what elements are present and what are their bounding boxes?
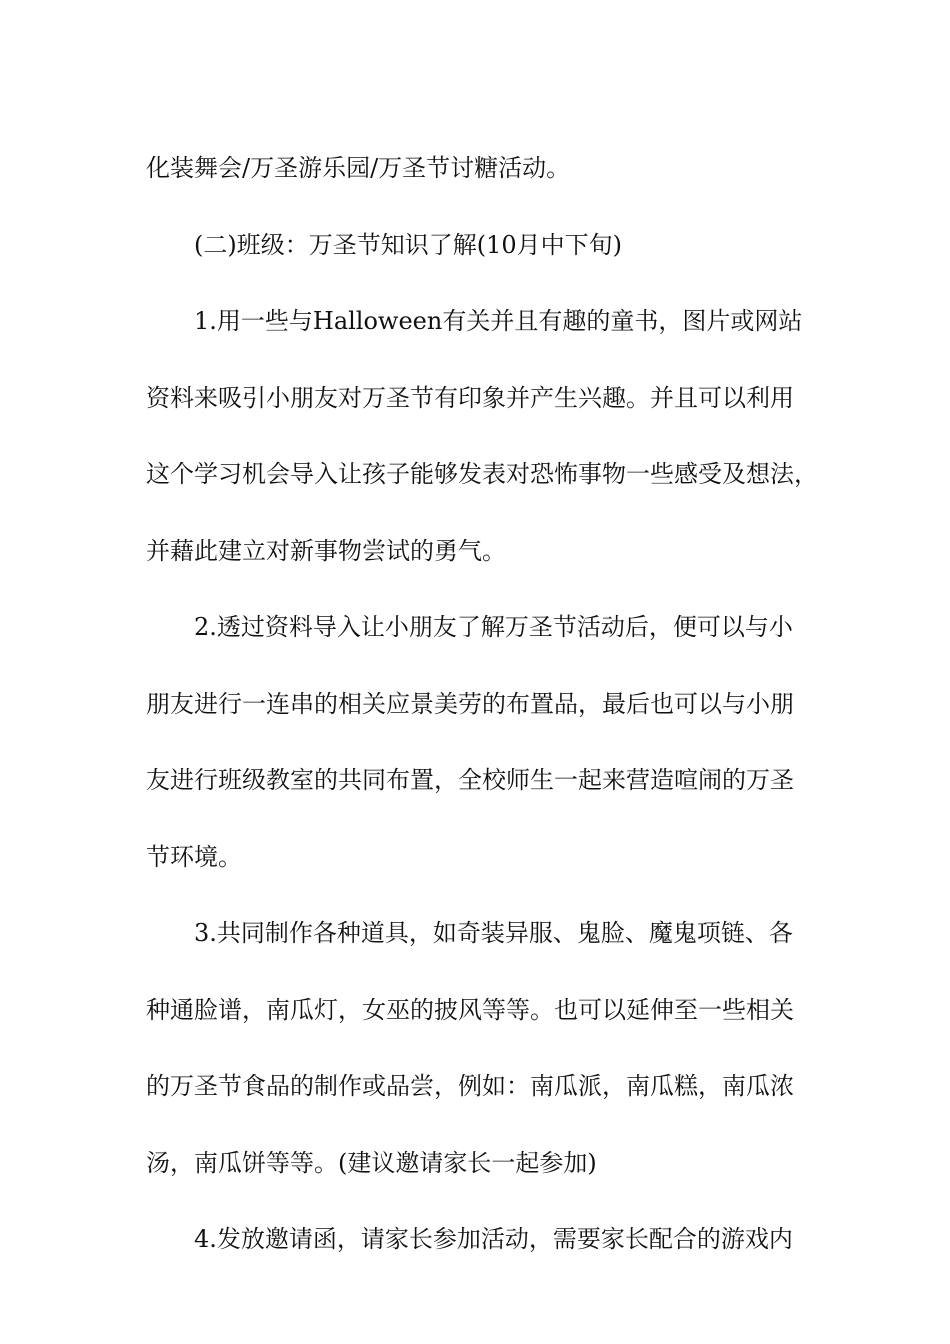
text-line: 4.发放邀请函，请家长参加活动，需要家长配合的游戏内 bbox=[194, 1225, 793, 1253]
text-line: 种通脸谱，南瓜灯，女巫的披风等等。也可以延伸至一些相关 bbox=[146, 995, 794, 1024]
text-line: 3.共同制作各种道具，如奇装异服、鬼脸、魔鬼项链、各 bbox=[194, 919, 793, 947]
text-line: 汤，南瓜饼等等。(建议邀请家长一起参加) bbox=[146, 1148, 597, 1177]
text-line: 资料来吸引小朋友对万圣节有印象并产生兴趣。并且可以利用 bbox=[146, 383, 794, 412]
section-heading: (二)班级：万圣节知识了解(10月中下旬) bbox=[194, 230, 622, 259]
document-body bbox=[146, 130, 818, 1278]
text-line: 的万圣节食品的制作或品尝，例如：南瓜派，南瓜糕，南瓜浓 bbox=[146, 1072, 794, 1100]
text-line: 节环境。 bbox=[146, 842, 242, 871]
text-line: 友进行班级教室的共同布置，全校师生一起来营造喧闹的万圣 bbox=[146, 766, 794, 794]
text-line: 朋友进行一连串的相关应景美劳的布置品，最后也可以与小朋 bbox=[146, 689, 794, 718]
text-line: 2.透过资料导入让小朋友了解万圣节活动后，便可以与小 bbox=[194, 613, 793, 641]
text-line: 1.用一些与Halloween有关并且有趣的童书，图片或网站 bbox=[194, 307, 803, 335]
text-line: 这个学习机会导入让孩子能够发表对恐怖事物一些感受及想法， bbox=[146, 460, 818, 488]
text-line: 并藉此建立对新事物尝试的勇气。 bbox=[146, 536, 506, 565]
text-line: 化装舞会/万圣游乐园/万圣节讨糖活动。 bbox=[146, 154, 571, 182]
